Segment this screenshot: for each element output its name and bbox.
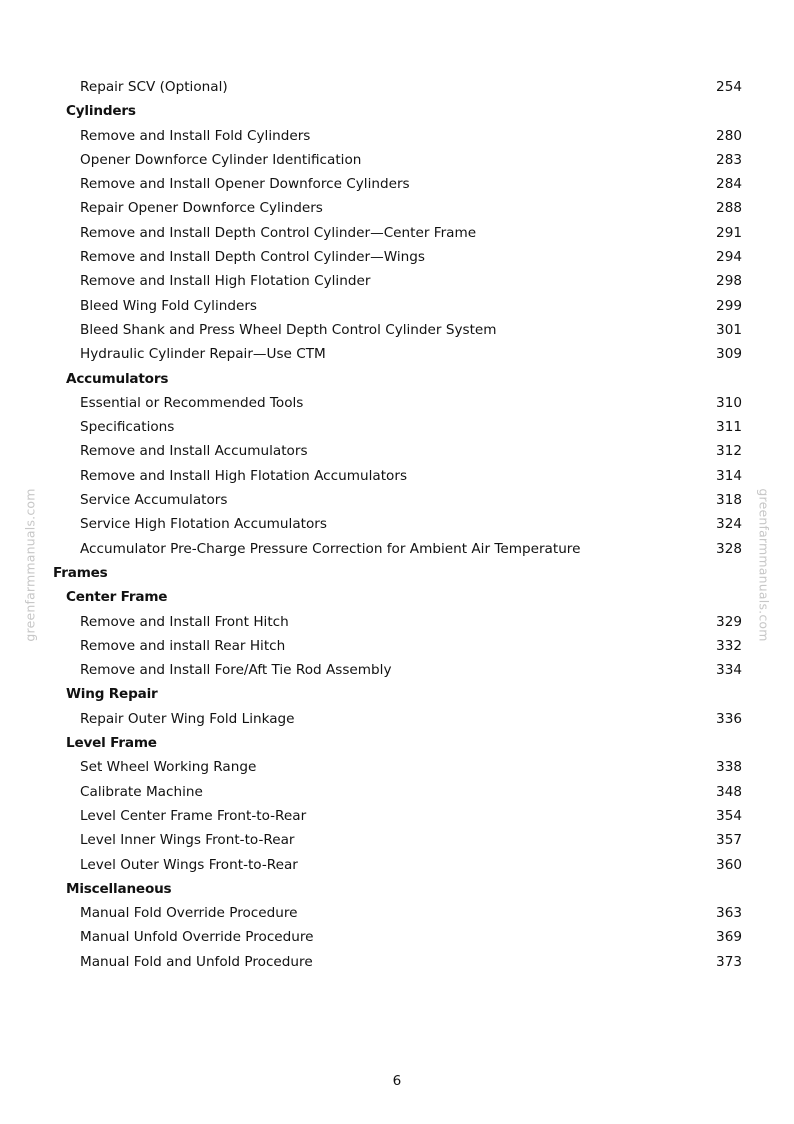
toc-entry-title: Repair Opener Downforce Cylinders bbox=[80, 200, 323, 217]
toc-entry-title: Bleed Wing Fold Cylinders bbox=[80, 297, 258, 314]
toc-entry-page-number: 283 bbox=[716, 151, 742, 168]
toc-entry[interactable] bbox=[0, 269, 794, 293]
toc-entry-page-number: 291 bbox=[716, 224, 742, 241]
toc-entry[interactable] bbox=[0, 634, 794, 658]
toc-entry-title: Level Inner Wings Front-to-Rear bbox=[80, 832, 295, 849]
toc-entry[interactable] bbox=[0, 610, 794, 634]
toc-entry-page-number: 328 bbox=[716, 540, 742, 557]
toc-entry[interactable] bbox=[0, 853, 794, 877]
toc-entry-title: Set Wheel Working Range bbox=[80, 759, 257, 776]
toc-entry-page-number: 301 bbox=[716, 321, 742, 338]
toc-entry[interactable] bbox=[0, 464, 794, 488]
toc-entry[interactable] bbox=[0, 901, 794, 925]
toc-entry[interactable] bbox=[0, 342, 794, 366]
toc-entry-page-number: 369 bbox=[716, 929, 742, 946]
toc-entry[interactable] bbox=[0, 804, 794, 828]
toc-subsection-heading bbox=[0, 731, 794, 755]
toc-subsection-heading bbox=[0, 682, 794, 706]
toc-entry-title: Center Frame bbox=[66, 589, 168, 606]
toc-entry-page-number: 332 bbox=[716, 637, 742, 654]
toc-entry-page-number: 363 bbox=[716, 905, 742, 922]
toc-entry[interactable] bbox=[0, 318, 794, 342]
toc-entry-title: Remove and Install High Flotation Accumulators bbox=[80, 467, 408, 484]
toc-entry-title: Manual Unfold Override Procedure bbox=[80, 929, 314, 946]
toc-entry-title: Miscellaneous bbox=[66, 880, 172, 897]
toc-entry-title: Repair SCV (Optional) bbox=[80, 79, 228, 95]
toc-entry-page-number: 310 bbox=[716, 394, 742, 411]
toc-entry-title: Remove and Install Depth Control Cylinder—Wings bbox=[80, 249, 425, 266]
toc-entry-title: Manual Fold Override Procedure bbox=[80, 905, 298, 922]
toc-entry-title: Service Accumulators bbox=[80, 492, 228, 509]
toc-entry-page-number: 280 bbox=[716, 127, 742, 144]
toc-entry-page-number: 298 bbox=[716, 273, 742, 290]
toc-entry-page-number: 334 bbox=[716, 662, 742, 679]
toc-entry[interactable] bbox=[0, 925, 794, 949]
toc-entry-page-number: 288 bbox=[716, 200, 742, 217]
toc-subsection-heading bbox=[0, 877, 794, 901]
toc-entry[interactable] bbox=[0, 221, 794, 245]
toc-entry[interactable] bbox=[0, 75, 794, 99]
toc-entry-title: Essential or Recommended Tools bbox=[80, 394, 304, 411]
toc-entry-page-number: 354 bbox=[716, 807, 742, 824]
watermark-left: greenfarmmanuals.com bbox=[22, 488, 38, 642]
toc-entry-title: Remove and Install Fore/Aft Tie Rod Assembly bbox=[80, 662, 392, 679]
watermark-right: greenfarmmanuals.com bbox=[756, 488, 772, 642]
toc-entry-title: Remove and Install Depth Control Cylinder—Center Frame bbox=[80, 224, 477, 241]
toc-entry-title: Level Outer Wings Front-to-Rear bbox=[80, 856, 298, 873]
toc-entry[interactable] bbox=[0, 245, 794, 269]
toc-entry-title: Level Frame bbox=[66, 735, 157, 752]
toc-entry-page-number: 254 bbox=[716, 79, 742, 95]
toc-entry-title: Opener Downforce Cylinder Identification bbox=[80, 151, 362, 168]
toc-subsection-heading bbox=[0, 99, 794, 123]
toc-entry-page-number: 309 bbox=[716, 346, 742, 363]
toc-entry[interactable] bbox=[0, 172, 794, 196]
toc-entry-page-number: 348 bbox=[716, 783, 742, 800]
toc-section-heading bbox=[0, 561, 794, 585]
toc-entry-title: Remove and Install Accumulators bbox=[80, 443, 308, 460]
toc-entry-title: Level Center Frame Front-to-Rear bbox=[80, 807, 307, 824]
toc-entry-title: Frames bbox=[53, 564, 108, 581]
toc-entry-page-number: 314 bbox=[716, 467, 742, 484]
toc-entry[interactable] bbox=[0, 512, 794, 536]
toc-entry-page-number: 373 bbox=[716, 953, 742, 970]
toc-entry[interactable] bbox=[0, 780, 794, 804]
toc-entry[interactable] bbox=[0, 950, 794, 974]
page-number: 6 bbox=[392, 1073, 402, 1089]
toc-entry-page-number: 360 bbox=[716, 856, 742, 873]
toc-entry-page-number: 312 bbox=[716, 443, 742, 460]
toc-entry-title: Accumulators bbox=[66, 370, 169, 387]
toc-entry-page-number: 324 bbox=[716, 516, 742, 533]
table-of-contents bbox=[0, 75, 794, 974]
toc-entry-title: Calibrate Machine bbox=[80, 783, 203, 800]
toc-entry[interactable] bbox=[0, 391, 794, 415]
toc-entry[interactable] bbox=[0, 755, 794, 779]
toc-entry-page-number: 284 bbox=[716, 176, 742, 193]
toc-entry-page-number: 357 bbox=[716, 832, 742, 849]
toc-entry[interactable] bbox=[0, 488, 794, 512]
toc-entry-title: Manual Fold and Unfold Procedure bbox=[80, 953, 313, 970]
toc-entry-title: Wing Repair bbox=[66, 686, 158, 703]
toc-entry-page-number: 318 bbox=[716, 492, 742, 509]
toc-entry[interactable] bbox=[0, 658, 794, 682]
toc-entry[interactable] bbox=[0, 196, 794, 220]
toc-entry-title: Specifications bbox=[80, 419, 175, 436]
toc-subsection-heading bbox=[0, 585, 794, 609]
toc-entry-page-number: 329 bbox=[716, 613, 742, 630]
toc-entry[interactable] bbox=[0, 537, 794, 561]
toc-entry[interactable] bbox=[0, 124, 794, 148]
toc-entry-page-number: 299 bbox=[716, 297, 742, 314]
toc-entry-page-number: 294 bbox=[716, 249, 742, 266]
toc-entry-title: Remove and Install Fold Cylinders bbox=[80, 127, 311, 144]
toc-entry[interactable] bbox=[0, 294, 794, 318]
toc-entry[interactable] bbox=[0, 439, 794, 463]
toc-entry[interactable] bbox=[0, 707, 794, 731]
toc-entry-page-number: 311 bbox=[716, 419, 742, 436]
toc-entry-title: Service High Flotation Accumulators bbox=[80, 516, 327, 533]
toc-entry[interactable] bbox=[0, 148, 794, 172]
toc-entry-title: Accumulator Pre-Charge Pressure Correction for Ambient Air Temperature bbox=[80, 540, 581, 557]
toc-entry-title: Bleed Shank and Press Wheel Depth Control Cylinder System bbox=[80, 321, 497, 338]
toc-entry-page-number: 338 bbox=[716, 759, 742, 776]
toc-entry-page-number: 336 bbox=[716, 710, 742, 727]
toc-entry-title: Remove and Install Opener Downforce Cylinders bbox=[80, 176, 410, 193]
toc-entry-title: Remove and install Rear Hitch bbox=[80, 637, 286, 654]
toc-entry[interactable] bbox=[0, 828, 794, 852]
toc-entry-title: Cylinders bbox=[66, 103, 136, 120]
toc-entry-title: Hydraulic Cylinder Repair—Use CTM bbox=[80, 346, 326, 363]
toc-entry-title: Remove and Install High Flotation Cylinder bbox=[80, 273, 371, 290]
toc-subsection-heading bbox=[0, 367, 794, 391]
toc-entry-title: Remove and Install Front Hitch bbox=[80, 613, 289, 630]
toc-entry-title: Repair Outer Wing Fold Linkage bbox=[80, 710, 295, 727]
toc-entry[interactable] bbox=[0, 415, 794, 439]
